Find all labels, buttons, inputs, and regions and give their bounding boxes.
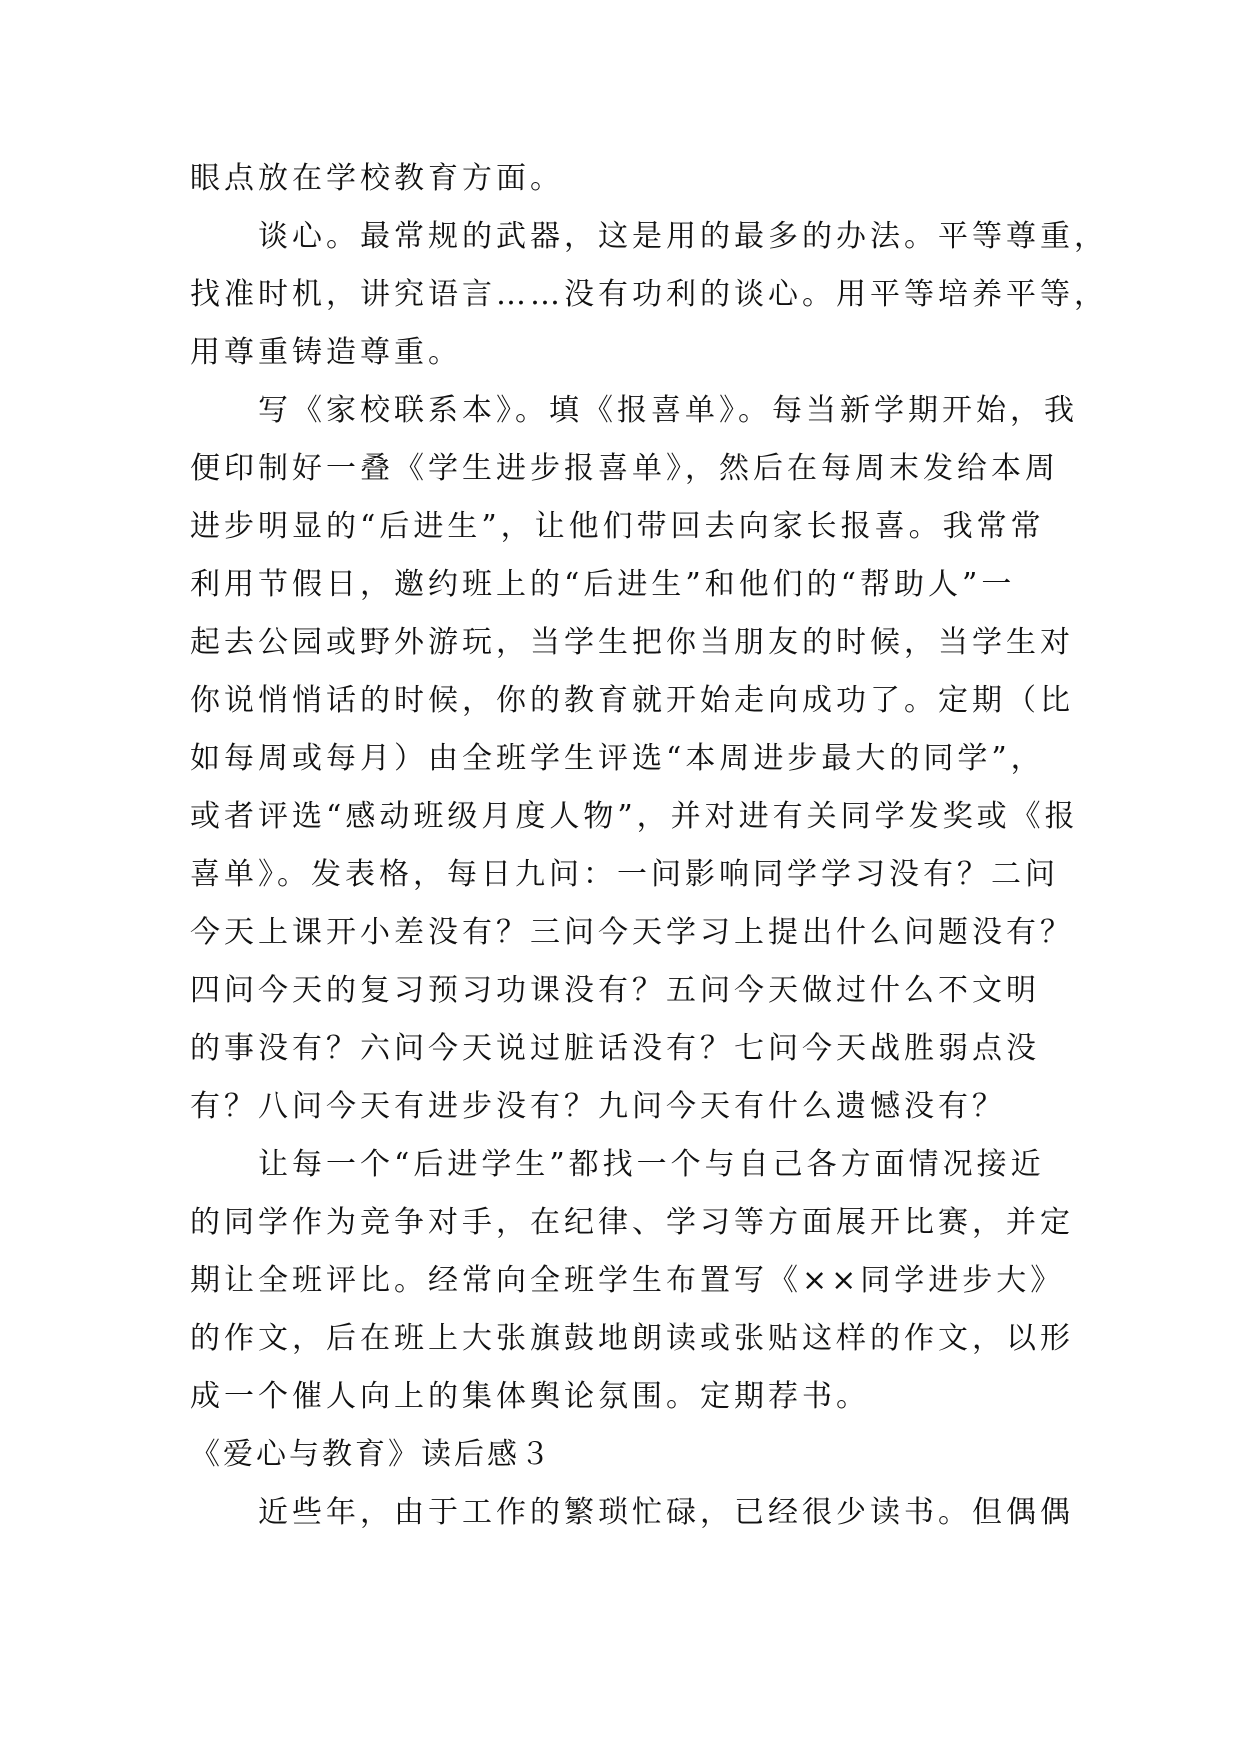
text-line: 眼点放在学校教育方面。 <box>190 161 564 196</box>
text-line: 的事没有？六问今天说过脏话没有？七问今天战胜弱点没 <box>190 1031 1040 1066</box>
text-line: 如每周或每月）由全班学生评选“本周进步最大的同学”， <box>190 741 1045 776</box>
text-line: 有？八问今天有进步没有？九问今天有什么遗憾没有？ <box>190 1089 1006 1124</box>
text-line: 的同学作为竞争对手，在纪律、学习等方面展开比赛，并定 <box>190 1205 1074 1240</box>
text-line: 近些年，由于工作的繁琐忙碌，已经很少读书。但偶偶 <box>190 1495 1074 1530</box>
text-line: 今天上课开小差没有？三问今天学习上提出什么问题没有？ <box>190 915 1074 950</box>
document-page <box>190 150 1108 1542</box>
text-line: 或者评选“感动班级月度人物”，并对进有关同学发奖或《报 <box>190 799 1079 834</box>
text-line: 谈心。最常规的武器，这是用的最多的办法。平等尊重， <box>190 219 1108 254</box>
text-line: 便印制好一叠《学生进步报喜单》，然后在每周末发给本周 <box>190 451 1059 486</box>
text-line: 找准时机，讲究语言……没有功利的谈心。用平等培养平等， <box>190 277 1108 312</box>
text-line: 四问今天的复习预习功课没有？五问今天做过什么不文明 <box>190 973 1040 1008</box>
text-line: 成一个催人向上的集体舆论氛围。定期荐书。 <box>190 1379 870 1414</box>
text-line: 喜单》。发表格，每日九问：一问影响同学学习没有？二问 <box>190 857 1059 892</box>
text-line: 利用节假日，邀约班上的“后进生”和他们的“帮助人”一 <box>190 567 1016 602</box>
text-line: 期让全班评比。经常向全班学生布置写《××同学进步大》 <box>190 1263 1065 1298</box>
text-line: 起去公园或野外游玩，当学生把你当朋友的时候，当学生对 <box>190 625 1074 660</box>
section-title: 《爱心与教育》读后感３ <box>190 1437 553 1472</box>
text-line: 你说悄悄话的时候，你的教育就开始走向成功了。定期（比 <box>190 683 1074 718</box>
text-line: 写《家校联系本》。填《报喜单》。每当新学期开始，我 <box>190 393 1078 428</box>
text-line: 用尊重铸造尊重。 <box>190 335 462 370</box>
text-line: 让每一个“后进学生”都找一个与自己各方面情况接近 <box>190 1147 1045 1182</box>
text-line: 的作文，后在班上大张旗鼓地朗读或张贴这样的作文，以形 <box>190 1321 1074 1356</box>
text-line: 进步明显的“后进生”，让他们带回去向家长报喜。我常常 <box>190 509 1045 544</box>
